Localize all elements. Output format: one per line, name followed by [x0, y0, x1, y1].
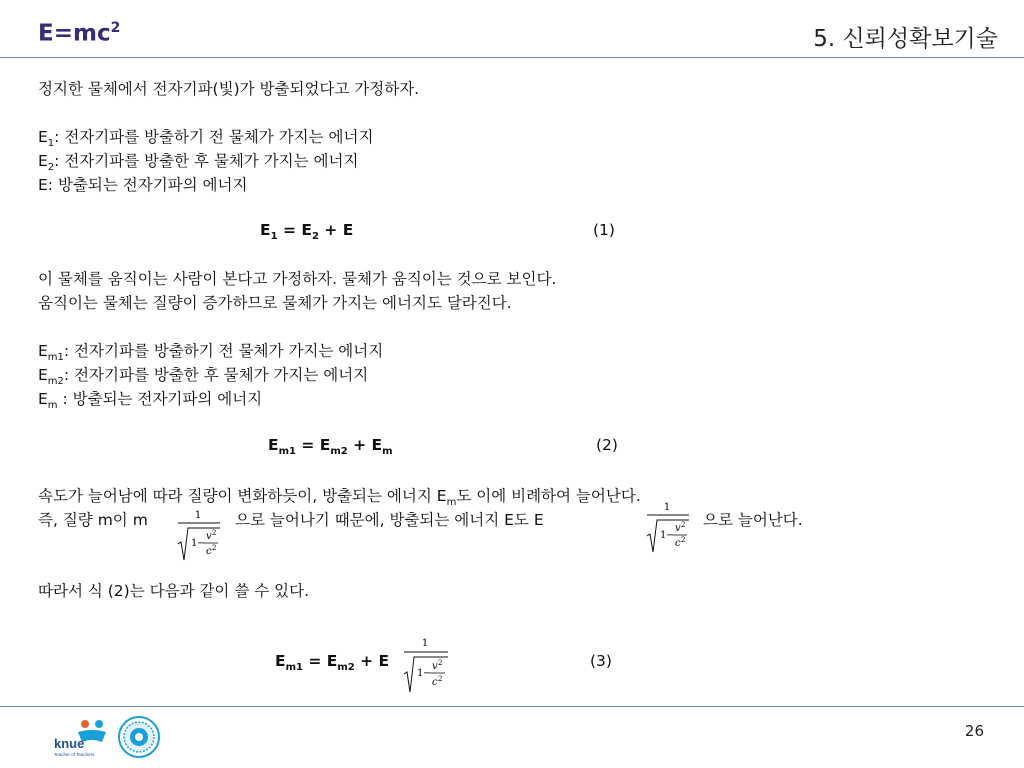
lorentz-factor-2: [643, 498, 691, 554]
svg-text:1: 1: [191, 538, 198, 549]
svg-text:2: 2: [212, 529, 217, 537]
speed-line: 속도가 늘어남에 따라 질량이 변화하듯이, 방출되는 에너지 $E_m$도 이에 비례하여 늘어난다.: [38, 487, 641, 509]
svg-text:v: v: [206, 531, 212, 542]
equation-2-number: (2): [596, 436, 618, 454]
svg-text:knue: knue: [54, 736, 85, 751]
lorentz-factor-1: [174, 506, 222, 562]
svg-text:−: −: [197, 538, 206, 549]
svg-text:2: 2: [438, 675, 443, 683]
svg-text:v: v: [675, 523, 681, 534]
svg-text:1: 1: [421, 638, 429, 649]
university-seal: [118, 716, 160, 758]
svg-text:2: 2: [681, 521, 686, 529]
svg-text:1: 1: [194, 510, 202, 521]
def-e2: $E_2$: 전자기파를 방출한 후 물체가 가지는 에너지: [38, 152, 359, 174]
page-number: 26: [964, 722, 984, 740]
mass-line-part-c: 으로 늘어난다.: [703, 511, 803, 529]
def-em2: $E_{m2}$: 전자기파를 방출한 후 물체가 가지는 에너지: [38, 366, 369, 388]
def-e: E: 방출되는 전자기파의 에너지: [38, 176, 248, 194]
svg-text:c: c: [675, 538, 681, 549]
slide-title: $E=mc^2$: [38, 20, 121, 47]
knue-logo: [52, 718, 118, 758]
svg-text:v: v: [432, 661, 438, 672]
svg-text:1: 1: [660, 530, 667, 541]
mass-line-part-b: 으로 늘어나기 때문에, 방출되는 에너지 E도 E: [235, 511, 544, 529]
moving-line-1: 이 물체를 움직이는 사람이 본다고 가정하자. 물체가 움직이는 것으로 보인다.: [38, 270, 557, 288]
moving-line-2: 움직이는 물체는 질량이 증가하므로 물체가 가지는 에너지도 달라진다.: [38, 294, 512, 312]
equation-2: $E_{m1} = E_{m2} + E_m$: [268, 436, 393, 458]
svg-text:1: 1: [417, 668, 424, 679]
svg-text:1: 1: [663, 502, 671, 513]
intro-line: 정지한 물체에서 전자기파(빛)가 방출되었다고 가정하자.: [38, 80, 420, 98]
svg-text:c: c: [206, 546, 212, 557]
def-e1: $E_1$: 전자기파를 방출하기 전 물체가 가지는 에너지: [38, 128, 374, 150]
svg-text:−: −: [666, 530, 675, 541]
mass-line-part-a: 즉, 질량 m이 m: [38, 511, 148, 529]
svg-text:Teacher of Teachers: Teacher of Teachers: [54, 752, 95, 757]
bottom-divider: [0, 706, 1024, 707]
equation-1: $E_1 = E_2 + E$: [260, 221, 354, 243]
def-em1: $E_{m1}$: 전자기파를 방출하기 전 물체가 가지는 에너지: [38, 342, 384, 364]
lorentz-factor-3: [400, 634, 450, 694]
svg-text:2: 2: [438, 659, 443, 667]
equation-3-number: (3): [590, 652, 612, 670]
def-em: $E_m$ : 방출되는 전자기파의 에너지: [38, 390, 263, 412]
equation-3: $E_{m1} = E_{m2} + E$: [275, 652, 390, 674]
top-divider: [0, 57, 1024, 58]
svg-text:2: 2: [212, 544, 217, 552]
equation-1-number: (1): [593, 221, 615, 239]
svg-text:−: −: [423, 668, 432, 679]
svg-text:c: c: [432, 677, 438, 688]
therefore-line: 따라서 식 (2)는 다음과 같이 쓸 수 있다.: [38, 582, 309, 600]
section-title: 5. 신뢰성확보기술: [813, 26, 998, 52]
svg-text:2: 2: [681, 536, 686, 544]
